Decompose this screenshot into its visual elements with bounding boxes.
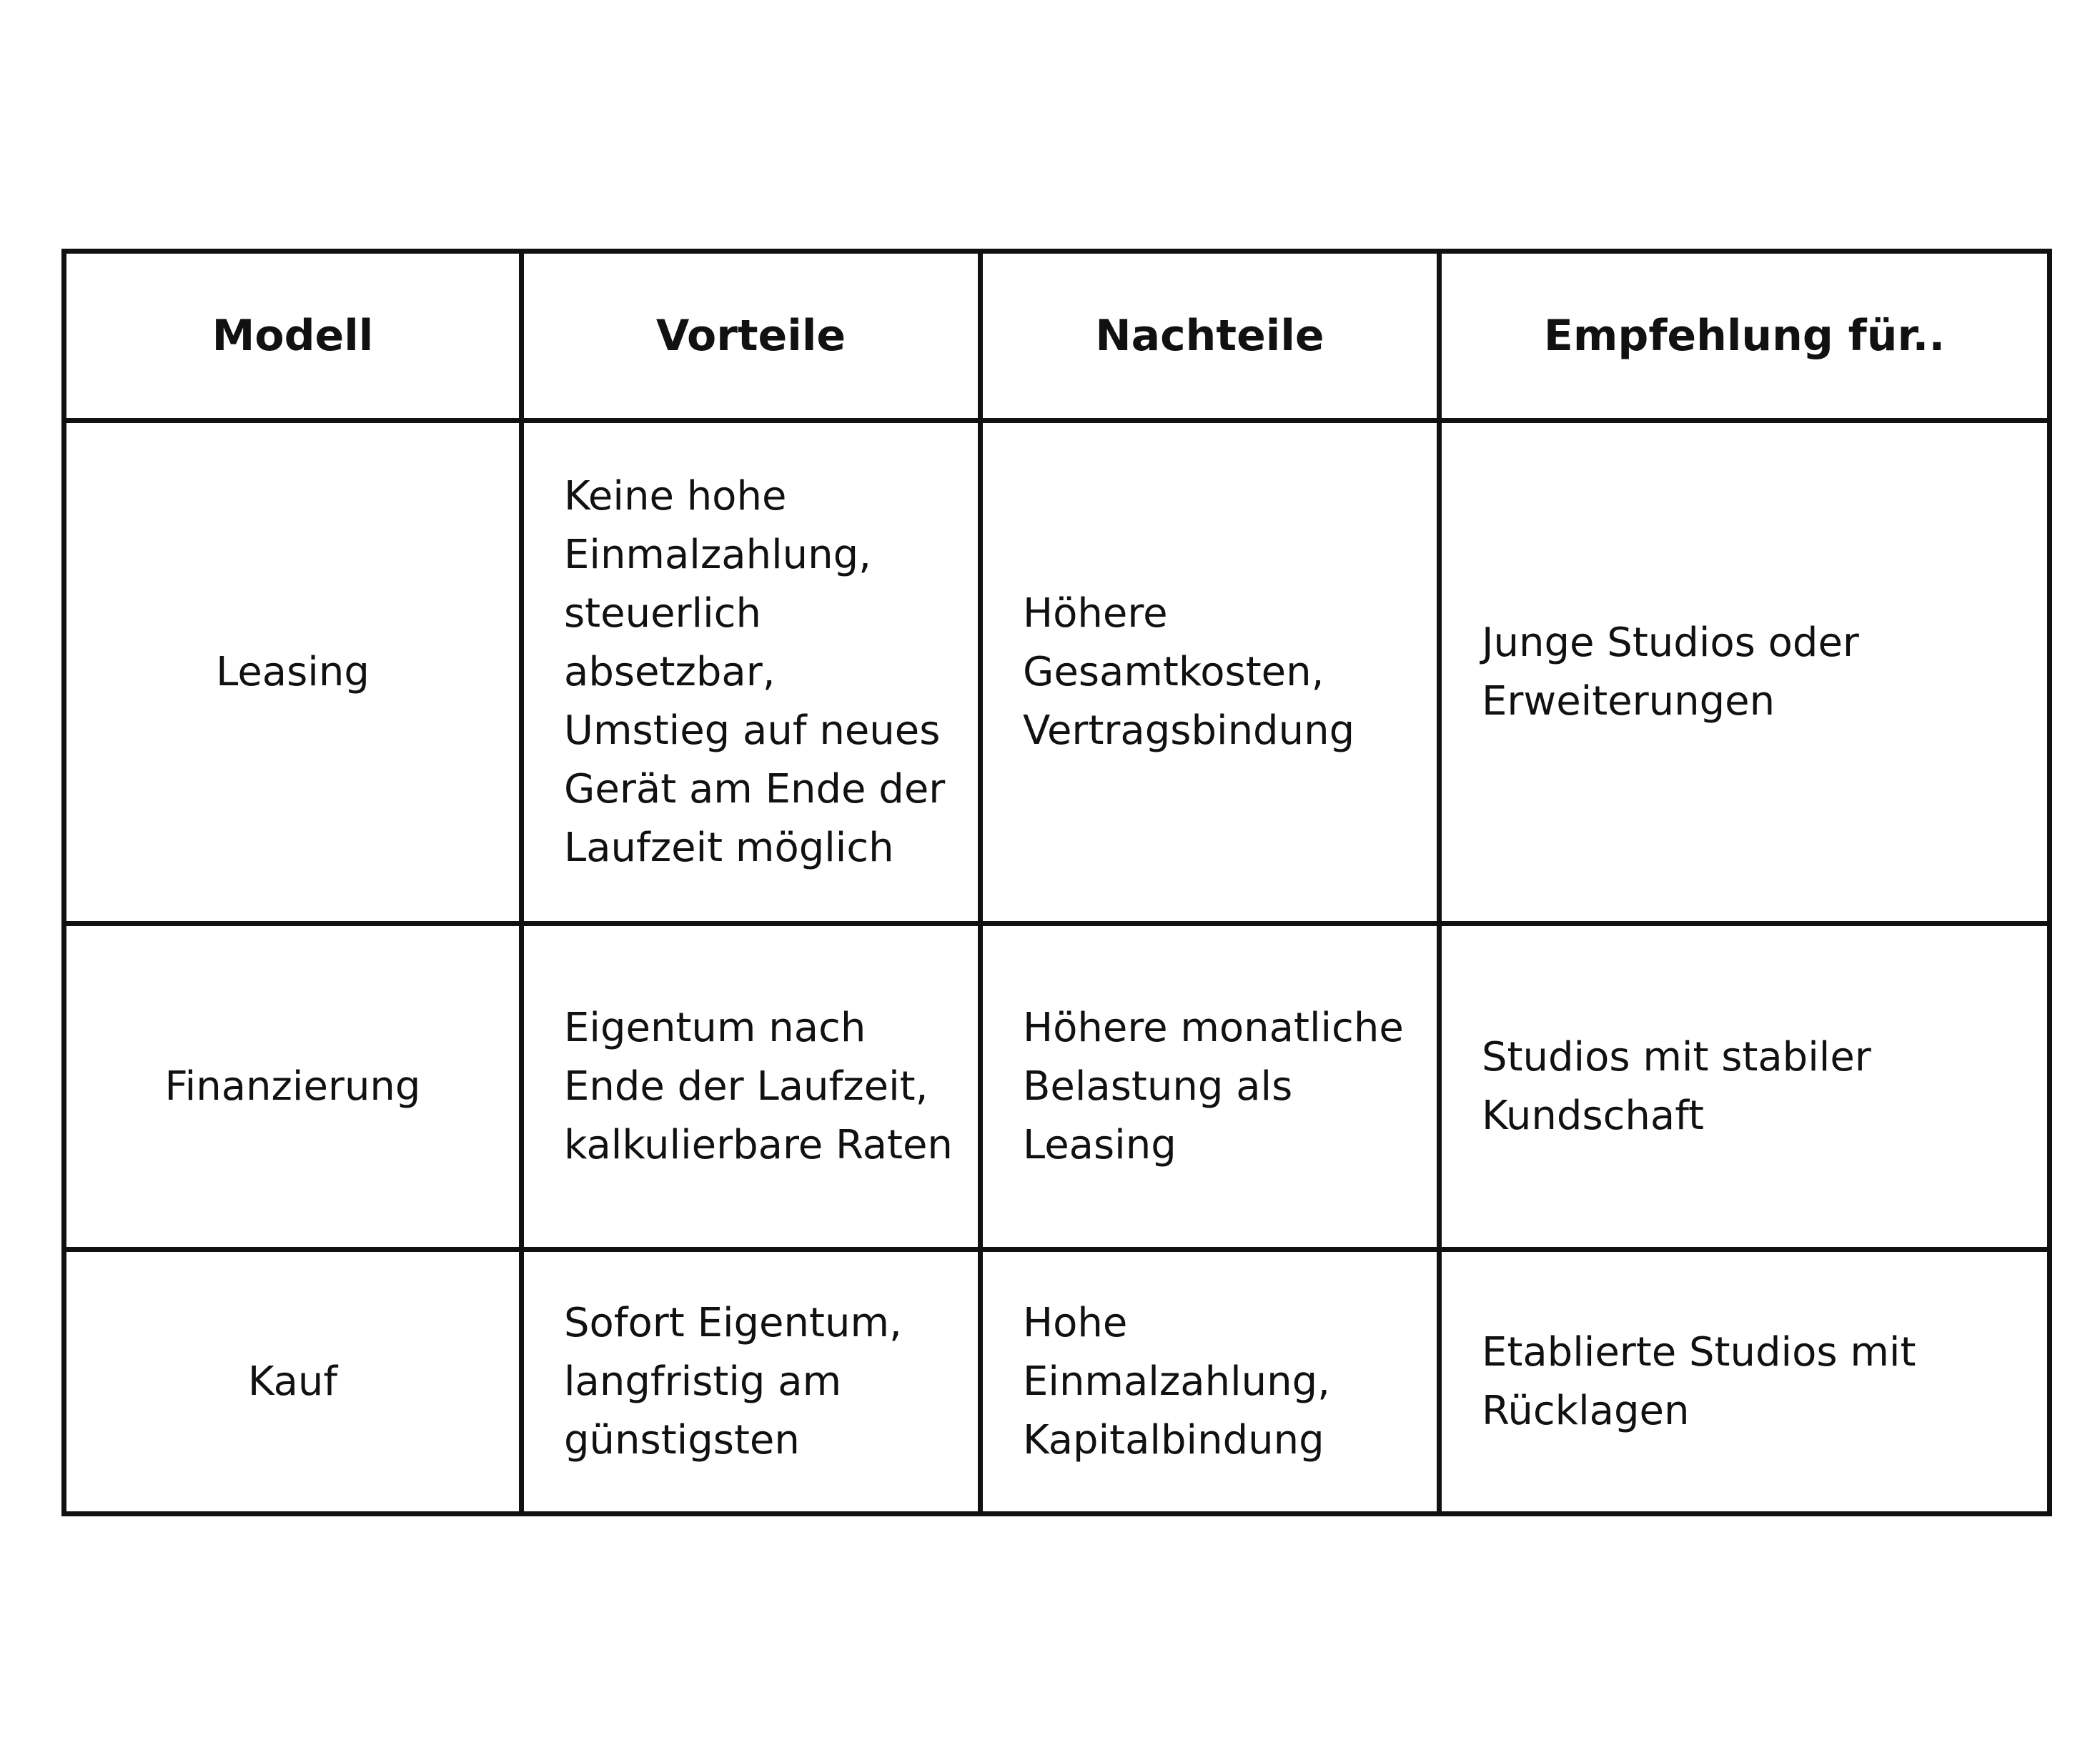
header-nachteile: Nachteile	[981, 252, 1440, 421]
cell-modell: Leasing	[64, 421, 522, 924]
cell-vorteile: Sofort Eigentum, langfristig am günstigsten	[522, 1250, 981, 1514]
header-modell: Modell	[64, 252, 522, 421]
cell-modell: Kauf	[64, 1250, 522, 1514]
cell-empfehlung: Studios mit stabiler Kundschaft	[1440, 924, 2050, 1250]
cell-nachteile: Hohe Einmalzahlung, Kapitalbindung	[981, 1250, 1440, 1514]
comparison-table	[61, 249, 2052, 1516]
cell-vorteile: Eigentum nach Ende der Laufzeit, kalkulierbare Raten	[522, 924, 981, 1250]
header-vorteile: Vorteile	[522, 252, 981, 421]
table-row	[64, 924, 2050, 1250]
cell-nachteile: Höhere Gesamtkosten, Vertragsbindung	[981, 421, 1440, 924]
cell-empfehlung: Etablierte Studios mit Rücklagen	[1440, 1250, 2050, 1514]
table-row	[64, 421, 2050, 924]
cell-empfehlung: Junge Studios oder Erweiterungen	[1440, 421, 2050, 924]
cell-nachteile: Höhere monatliche Belastung als Leasing	[981, 924, 1440, 1250]
header-empfehlung: Empfehlung für..	[1440, 252, 2050, 421]
table-row	[64, 1250, 2050, 1514]
header-row	[64, 252, 2050, 421]
cell-vorteile: Keine hohe Einmalzahlung, steuerlich absetzbar, Umstieg auf neues Gerät am Ende der Laufzeit möglich	[522, 421, 981, 924]
cell-modell: Finanzierung	[64, 924, 522, 1250]
